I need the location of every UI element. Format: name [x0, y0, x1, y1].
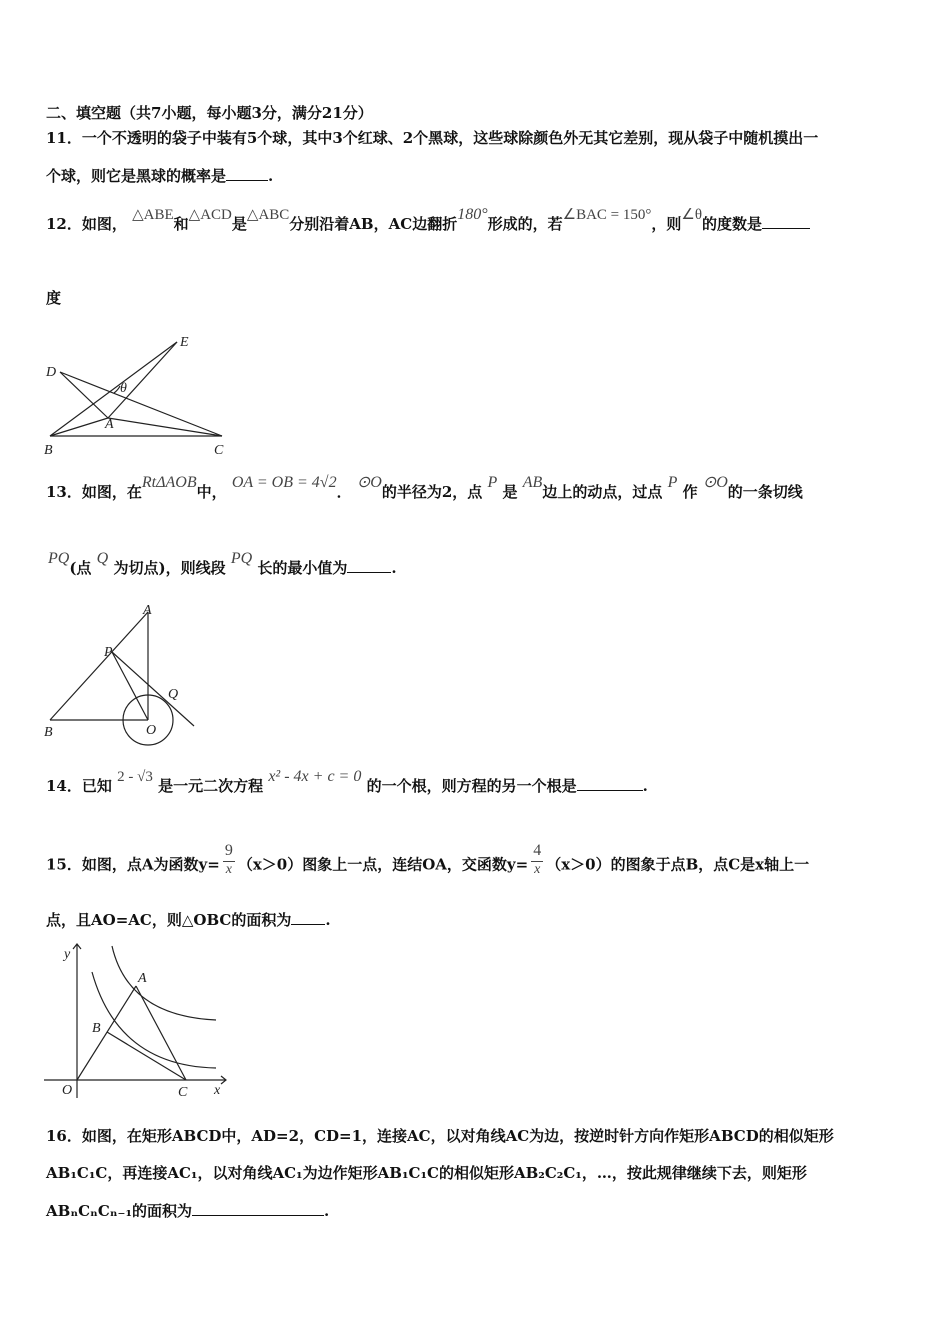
- q13-q: Q: [96, 550, 109, 567]
- q13-triangle: RtΔAOB: [141, 474, 197, 491]
- q16-answer-blank: [192, 1200, 324, 1216]
- q15-label-b: B: [92, 1021, 101, 1036]
- q12-label-a: A: [105, 417, 114, 432]
- q15-label-a: A: [138, 971, 147, 986]
- q13-text2: 的半径为2，点: [381, 483, 483, 501]
- q13-pq2: PQ: [230, 550, 253, 567]
- q13-ab: AB: [522, 474, 543, 491]
- q12-label-b: B: [44, 443, 53, 458]
- q12-deg180: 180°: [457, 206, 488, 223]
- q12-tri-abe: △ABE: [132, 207, 174, 223]
- q12-tri-abc: △ABC: [246, 207, 290, 223]
- q13-line-po: [112, 652, 148, 720]
- q15-fraction-9-x: [223, 841, 235, 878]
- q11-line1: 11．一个不透明的袋子中装有5个球，其中3个红球、2个黑球，这些球除颜色外无其它差别，现从袋子中随机摸出一: [46, 129, 819, 147]
- q14-label: 14．已知: [46, 777, 112, 795]
- q12-text2: 形成的，若: [487, 215, 563, 233]
- q13-circle2: ⊙O: [702, 474, 728, 491]
- q15-curve-9-over-x: [112, 946, 216, 1020]
- q13-label-b: B: [44, 725, 53, 740]
- q14-answer-blank: [577, 775, 643, 791]
- q12-line-ae: [108, 342, 177, 418]
- q13-line2: PQ(点 Q 为切点)，则线段 PQ 长的最小值为 .: [48, 550, 397, 577]
- q14-equation: x² - 4x + c = 0: [268, 768, 362, 785]
- q15-num2: 4: [533, 842, 542, 859]
- section-title: 二、填空题（共7小题，每小题3分，满分21分）: [46, 104, 373, 122]
- q12-text3: ，则: [651, 215, 682, 233]
- q13-label-q: Q: [168, 687, 179, 702]
- q12-line-ac: [108, 418, 222, 436]
- q15-label: 15．如图，点A为函数y=: [46, 855, 220, 874]
- q13-text6: 的一条切线: [727, 483, 803, 501]
- q13-pq: PQ: [48, 550, 70, 567]
- q12-text4: 的度数是: [702, 215, 763, 233]
- q12-is: 是: [231, 215, 247, 233]
- q15-den2: x: [534, 862, 541, 877]
- q15-label-c: C: [178, 1085, 188, 1100]
- q13-tangent: [112, 652, 194, 726]
- q12-unit: 度: [46, 289, 62, 307]
- q14-line: 14．已知 2 - √3 是一元二次方程 x² - 4x + c = 0 的一个根，则方程的另一个根是 .: [46, 768, 648, 795]
- q16-line3: ABₙCₙCₙ₋₁的面积为 .: [46, 1202, 330, 1220]
- q13-text5: 作: [682, 483, 698, 501]
- q13-line1: [46, 474, 803, 503]
- q11-line2: 个球，则它是黑球的概率是 .: [46, 167, 274, 185]
- q14-root: 2 - √3: [117, 769, 153, 785]
- q13-eq: OA = OB = 4√2: [231, 474, 337, 491]
- q12-angle-bac: ∠BAC = 150°: [562, 207, 652, 223]
- q13-text3: 是: [502, 483, 518, 501]
- q13-p: P: [487, 474, 498, 491]
- q13-text1: ．: [336, 483, 352, 501]
- q15-answer-blank: [291, 909, 325, 925]
- q14-text2: 的一个根，则方程的另一个根是: [366, 777, 577, 795]
- q13-text8: 为切点)，则线段: [113, 559, 226, 577]
- q15-num1: 9: [224, 842, 233, 859]
- q14-text1: 是一元二次方程: [158, 777, 264, 795]
- q13-label: 13．如图，在: [46, 483, 142, 501]
- q16-line3-text: ABₙCₙCₙ₋₁的面积为: [46, 1202, 193, 1220]
- q15-label-y: y: [64, 947, 71, 962]
- q12-label: 12．如图，: [46, 215, 127, 233]
- q13-line-ba: [50, 612, 148, 720]
- q13-answer-blank: [347, 557, 391, 573]
- q13-text9: 长的最小值为: [257, 559, 348, 577]
- q13-circle: ⊙O: [356, 474, 382, 491]
- q15-line-ac: [136, 986, 186, 1080]
- q12-label-d: D: [46, 365, 57, 380]
- q13-label-o: O: [146, 723, 157, 738]
- q15-text2: （x＞0）的图象于点B，点C是x轴上一: [546, 855, 810, 874]
- q12-text1: 分别沿着AB，AC边翻折: [289, 215, 458, 233]
- q15-line-bc: [107, 1032, 186, 1080]
- q15-line2-text: 点，且AO=AC，则△OBC的面积为: [46, 911, 292, 929]
- q15-label-o: O: [62, 1083, 73, 1098]
- q12-and: 和: [173, 215, 189, 233]
- q13-text7: (点: [69, 559, 92, 577]
- q15-den1: x: [225, 862, 232, 877]
- q12-answer-blank: [762, 213, 810, 229]
- q13-in: 中，: [196, 483, 227, 501]
- q13-label-a: A: [143, 603, 152, 618]
- q15-fraction-4-x: [531, 841, 543, 878]
- q13-p2: P: [667, 474, 678, 491]
- q15-figure: [40, 938, 240, 1103]
- q13-figure: [40, 600, 210, 750]
- q12-label-theta: θ: [120, 381, 127, 396]
- q12-label-c: C: [214, 443, 224, 458]
- q12-tri-acd: △ACD: [188, 207, 232, 223]
- q12-line-ba: [50, 418, 108, 436]
- q12-theta: ∠θ: [681, 207, 703, 223]
- q16-line2: AB₁C₁C，再连接AC₁，以对角线AC₁为边作矩形AB₁C₁C的相似矩形AB₂C₂C₁，…，按此规律继续下去，则矩形: [46, 1164, 807, 1182]
- q15-line1: [46, 842, 810, 884]
- q12-label-e: E: [180, 335, 189, 350]
- q11-answer-blank: [226, 165, 268, 181]
- q13-label-p: P: [104, 645, 113, 660]
- q13-text4: 边上的动点，过点: [542, 483, 663, 501]
- q11-line2-text: 个球，则它是黑球的概率是: [46, 167, 227, 185]
- q12-line1: [46, 206, 810, 235]
- q15-line2: 点，且AO=AC，则△OBC的面积为 .: [46, 911, 331, 929]
- q15-line-oa: [77, 986, 136, 1080]
- q12-figure: [40, 330, 240, 460]
- q15-label-x: x: [214, 1083, 221, 1098]
- q16-line1: 16．如图，在矩形ABCD中，AD=2，CD=1，连接AC，以对角线AC为边，按逆时针方向作矩形ABCD的相似矩形: [46, 1127, 834, 1145]
- q15-text1: （x＞0）图象上一点，连结OA，交函数y=: [237, 855, 529, 874]
